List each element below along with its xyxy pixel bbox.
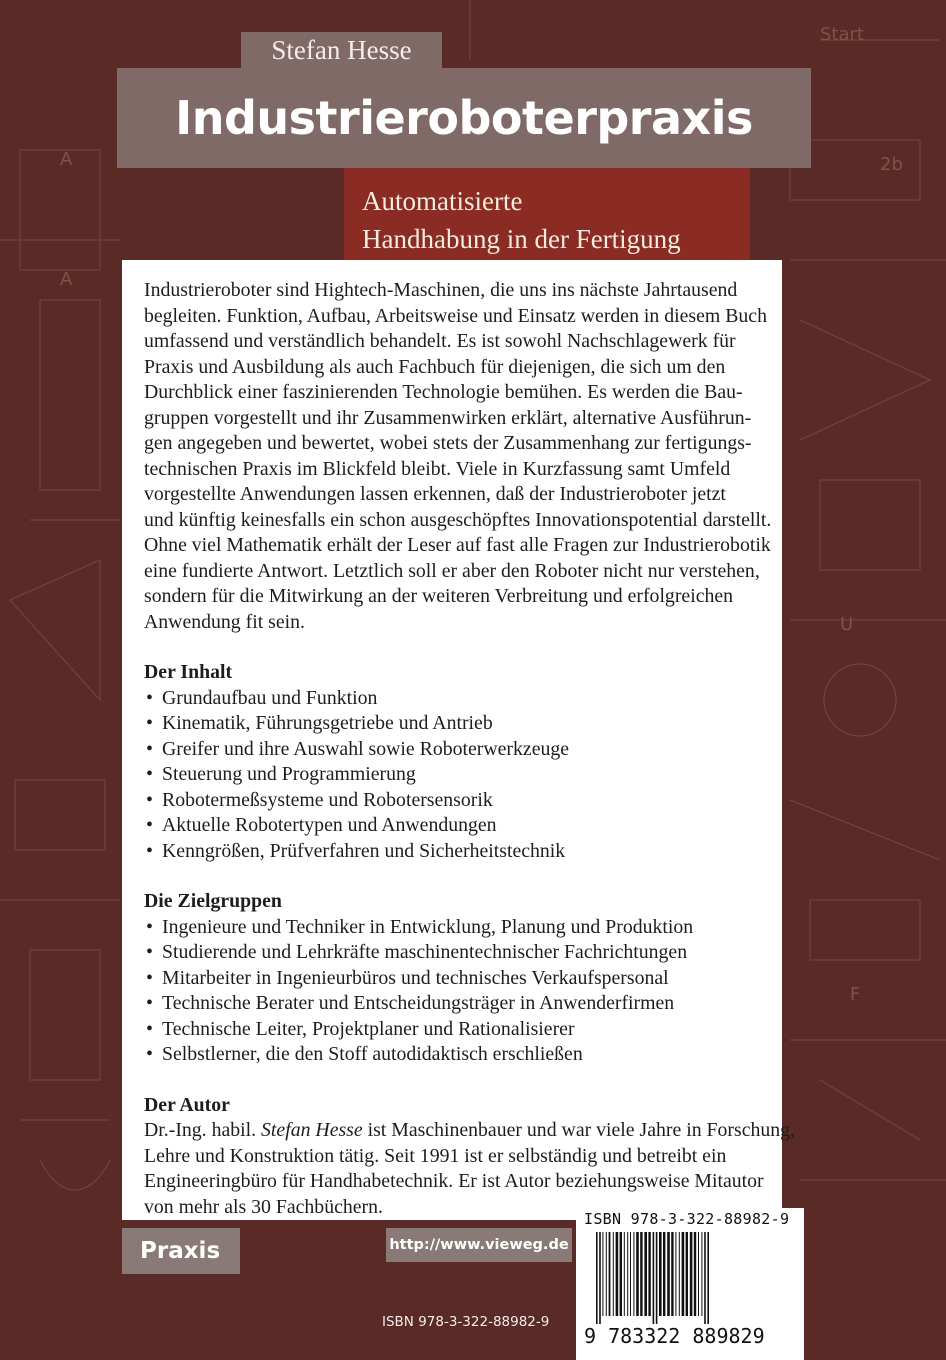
- blurb-line: begleiten. Funktion, Aufbau, Arbeitsweise und Einsatz werden in diesem Buch: [144, 304, 767, 327]
- subtitle-line: Handhabung in der Fertigung: [362, 224, 681, 254]
- author-bio-line: Lehre und Konstruktion tätig. Seit 1991 ist er selbständig und betreibt ein: [144, 1144, 727, 1167]
- section-heading-target-groups: Die Zielgruppen: [144, 890, 282, 912]
- contents-list: [144, 686, 764, 865]
- list-item: • Technische Leiter, Projektplaner und Rationalisierer: [144, 1017, 764, 1043]
- barcode-bar: [627, 1232, 628, 1316]
- barcode-bar: [653, 1232, 655, 1324]
- blurb-line: Durchblick einer faszinierenden Technologie bemühen. Es werden die Bau-: [144, 381, 743, 403]
- barcode-bar: [599, 1232, 601, 1324]
- barcode-bar: [596, 1232, 598, 1324]
- sketch-label: 2b: [880, 154, 903, 175]
- author-bio-prefix: Dr.-Ing. habil.: [144, 1119, 262, 1141]
- author-bio-line: von mehr als 30 Fachbüchern.: [144, 1195, 383, 1218]
- barcode-bar: [694, 1232, 696, 1316]
- author-bio-line: [144, 1118, 796, 1144]
- barcode-bar: [648, 1232, 650, 1316]
- list-item: • Technische Berater und Entscheidungsträger in Anwenderfirmen: [144, 991, 764, 1017]
- barcode-bar: [656, 1232, 658, 1324]
- barcode-bar: [620, 1232, 622, 1316]
- barcode-bar: [690, 1232, 693, 1316]
- barcode-bar: [701, 1232, 702, 1316]
- barcode-bar: [707, 1232, 709, 1324]
- ean-digits: 9 783322 889829: [584, 1324, 765, 1348]
- author-bio-name: Stefan Hesse: [261, 1119, 363, 1141]
- blurb-line: eine fundierte Antwort. Letztlich soll er aber den Roboter nicht nur verstehen,: [144, 559, 760, 582]
- blurb-line: gruppen vorgestellt und ihr Zusammenwirken erklärt, alternative Ausführun-: [144, 406, 752, 429]
- blurb-line: technischen Praxis im Blickfeld bleibt. Viele in Kurzfassung samt Umfeld: [144, 457, 731, 480]
- isbn-text: ISBN 978-3-322-88982-9: [382, 1314, 550, 1330]
- barcode-bar: [640, 1232, 642, 1316]
- list-item: • Robotermeßsysteme und Robotersensorik: [144, 788, 764, 814]
- barcode-bar: [616, 1232, 619, 1316]
- barcode-bar: [675, 1232, 676, 1316]
- barcode-bar: [602, 1232, 603, 1316]
- list-item: • Ingenieure und Techniker in Entwicklung, Planung und Produktion: [144, 915, 764, 941]
- barcode-bar: [624, 1232, 625, 1316]
- publisher-url[interactable]: http://www.vieweg.de: [386, 1228, 572, 1262]
- list-item: • Selbstlerner, die den Stoff autodidaktisch erschließen: [144, 1042, 764, 1068]
- blurb-line: gen angegeben und bewertet, wobei stets der Zusammenhang zur fertigungs-: [144, 432, 752, 454]
- barcode-isbn-label: ISBN 978-3-322-88982-9: [584, 1210, 790, 1228]
- sketch-label: A: [60, 269, 73, 290]
- list-item: • Studierende und Lehrkräfte maschinentechnischer Fachrichtungen: [144, 940, 764, 966]
- author-bio-line: Engineeringbüro für Handhabetechnik. Er ist Autor beziehungsweise Mitautor: [144, 1170, 764, 1192]
- barcode-bar: [636, 1232, 639, 1316]
- blurb-line: umfassend und verständlich behandelt. Es ist sowohl Nachschlagewerk für: [144, 330, 736, 352]
- list-item: • Greifer und ihre Auswahl sowie Roboterwerkzeuge: [144, 737, 764, 763]
- blurb-line: sondern für die Mitwirkung an der weiteren Verbreitung und erfolgreichen: [144, 585, 734, 607]
- section-target-groups: [144, 889, 764, 1068]
- list-item: • Mitarbeiter in Ingenieurbüros und technisches Verkaufspersonal: [144, 966, 764, 992]
- barcode-bar: [671, 1232, 673, 1316]
- list-item: • Steuerung und Programmierung: [144, 762, 764, 788]
- list-item: • Kenngrößen, Prüfverfahren und Sicherheitstechnik: [144, 839, 764, 865]
- section-heading-contents: Der Inhalt: [144, 661, 233, 683]
- section-contents: [144, 660, 764, 864]
- section-heading-author: Der Autor: [144, 1093, 230, 1116]
- barcode-bar: [644, 1232, 647, 1316]
- sketch-label: F: [850, 984, 861, 1005]
- blurb-line: vorgestellte Anwendungen lassen erkennen, daß der Industrieroboter jetzt: [144, 483, 726, 505]
- blurb-line: Industrieroboter sind Hightech-Maschinen, die uns ins nächste Jahrtausend: [144, 279, 738, 301]
- blurb-line: Anwendung fit sein.: [144, 610, 305, 633]
- barcode-area: [576, 1208, 804, 1360]
- blurb-line: Ohne viel Mathematik erhält der Leser auf fast alle Fragen zur Industrierobotik: [144, 534, 771, 556]
- barcode-bar: [609, 1232, 611, 1316]
- barcode-bar: [667, 1232, 670, 1316]
- author-bio-suffix: ist Maschinenbauer und war viele Jahre in Forschung,: [362, 1119, 796, 1141]
- barcode: [592, 1232, 792, 1324]
- book-subtitle: [344, 168, 750, 260]
- list-item: • Aktuelle Robotertypen und Anwendungen: [144, 813, 764, 839]
- list-item: • Grundaufbau und Funktion: [144, 686, 764, 712]
- sketch-label: U: [840, 614, 854, 635]
- subtitle-line: Automatisierte: [362, 186, 523, 216]
- sketch-label: Start: [820, 24, 864, 45]
- list-item: • Kinematik, Führungsgetriebe und Antrieb: [144, 711, 764, 737]
- sketch-label: A: [60, 149, 73, 170]
- blurb-line: und künftig keinesfalls ein schon ausgeschöpftes Innovationspotential darstellt.: [144, 508, 772, 531]
- barcode-bar: [686, 1232, 688, 1316]
- barcode-bar: [704, 1232, 706, 1324]
- barcode-bar: [630, 1232, 631, 1316]
- author-name: Stefan Hesse: [241, 32, 442, 68]
- barcode-bar: [633, 1232, 634, 1316]
- barcode-bar: [663, 1232, 665, 1316]
- barcode-bar: [698, 1232, 699, 1316]
- barcode-bar: [659, 1232, 662, 1316]
- barcode-bar: [682, 1232, 685, 1316]
- blurb-line: Praxis und Ausbildung als auch Fachbuch für diejenigen, die sich um den: [144, 355, 726, 378]
- barcode-bar: [679, 1232, 680, 1316]
- section-author: [144, 1093, 796, 1221]
- barcode-bar: [606, 1232, 607, 1316]
- series-label: Praxis: [122, 1228, 240, 1274]
- book-title: Industrieroboterpraxis: [117, 68, 811, 168]
- barcode-bar: [613, 1232, 614, 1316]
- target-groups-list: [144, 915, 764, 1068]
- blurb-paragraph: [144, 278, 772, 635]
